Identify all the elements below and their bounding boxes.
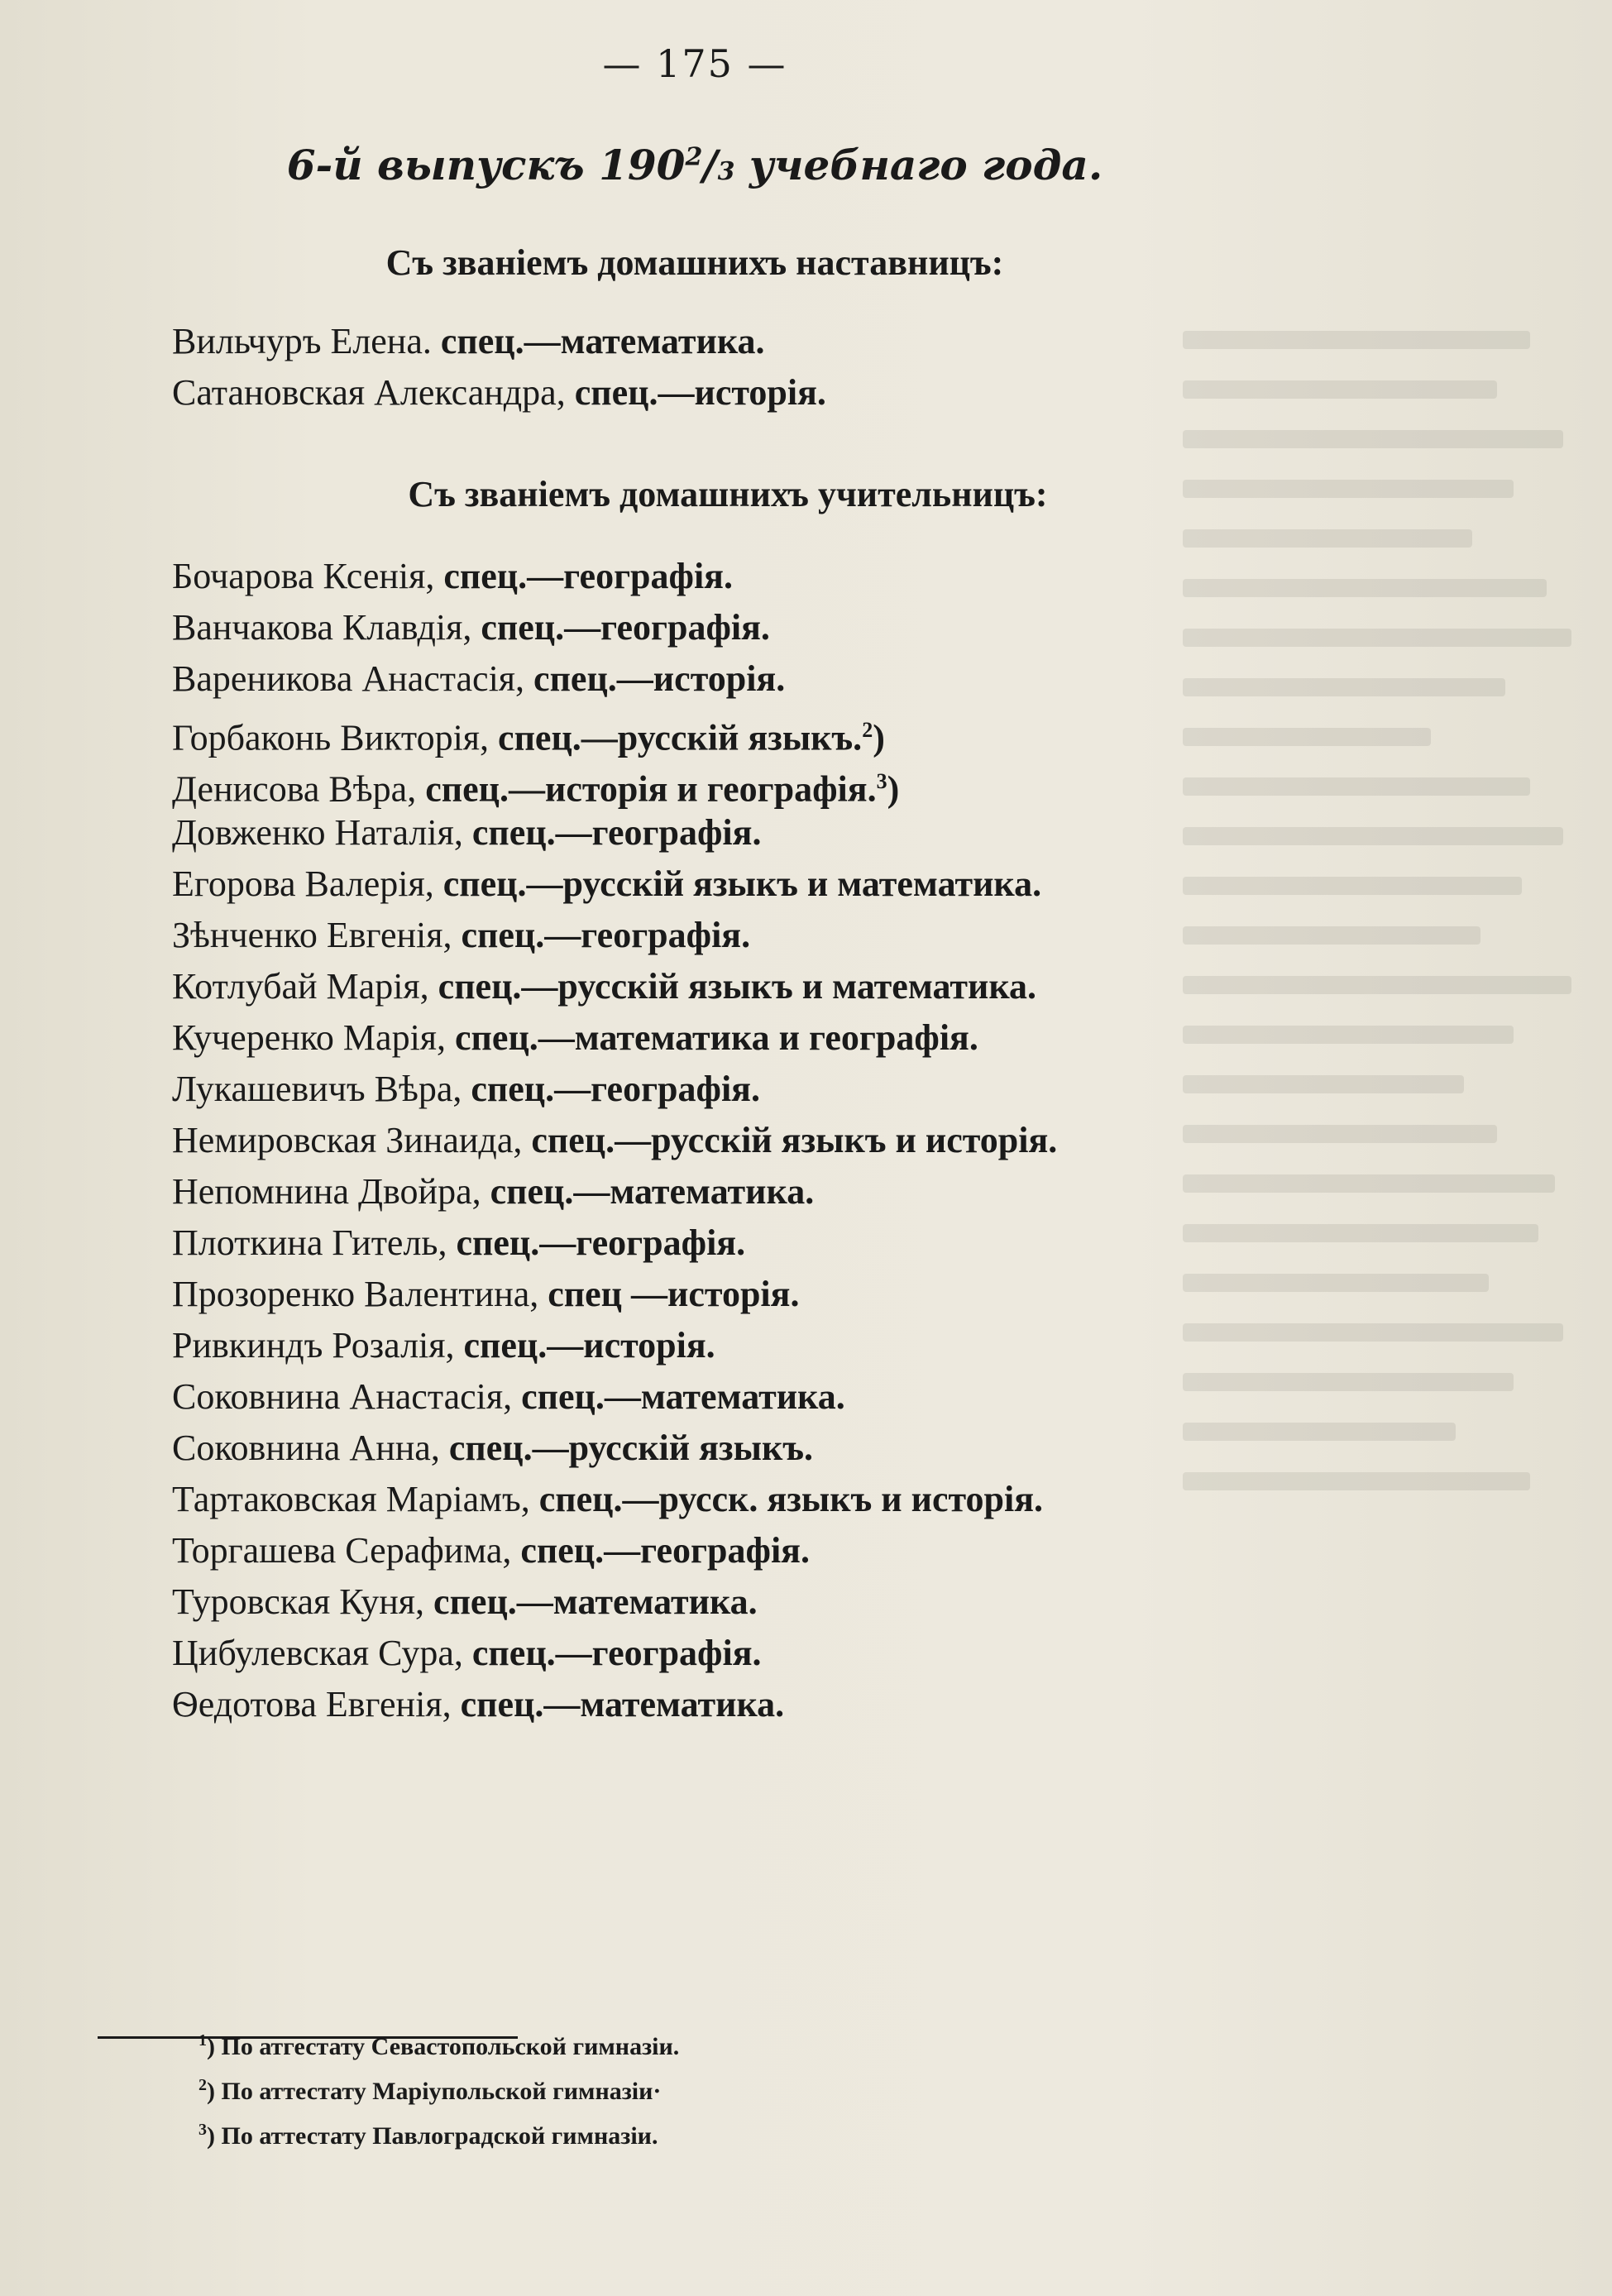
- entry-name: Торгашева Серафима,: [172, 1530, 512, 1571]
- list-item: [172, 1628, 1057, 1679]
- bleed-through-text: [1183, 314, 1612, 2051]
- entry-name: Соковнина Анна,: [172, 1428, 440, 1468]
- entry-specialty: спец.—географія.: [461, 915, 751, 955]
- entry-specialty: спец.—математика и географія.: [455, 1017, 978, 1058]
- footnote-mark-paren: ): [207, 2078, 222, 2105]
- footnotes: [199, 2018, 679, 2152]
- list-item: [172, 367, 826, 419]
- entry-specialty: спец —исторія.: [548, 1274, 800, 1314]
- entry-name: Ѳедотова Евгенія,: [172, 1684, 452, 1724]
- entry-specialty: спец.—русскій языкъ.: [448, 1428, 813, 1468]
- entry-specialty: спец.—математика.: [490, 1171, 815, 1212]
- entry-name: Тартаковская Маріамъ,: [172, 1479, 530, 1519]
- entry-name: Прозоренко Валентина,: [172, 1274, 539, 1314]
- list-item: [172, 1371, 1057, 1423]
- entry-specialty: спец.—исторія.: [574, 372, 826, 413]
- footnote-ref-paren: ): [887, 768, 900, 810]
- entry-name: Туровская Куня,: [172, 1581, 425, 1622]
- entry-specialty: спец.—географія.: [481, 607, 770, 648]
- entry-specialty: спец.—исторія и географія.: [425, 768, 877, 810]
- entry-name: Егорова Валерія,: [172, 863, 434, 904]
- list-item: [172, 961, 1057, 1012]
- entry-specialty: спец.—математика.: [433, 1581, 758, 1622]
- entry-specialty: спец.—русск. языкъ и исторія.: [538, 1479, 1044, 1519]
- entry-specialty: спец.—географія.: [471, 1069, 760, 1109]
- list-item: [172, 1576, 1057, 1628]
- footnote-ref: 3: [876, 769, 887, 793]
- entry-name: Соковнина Анастасія,: [172, 1376, 513, 1417]
- entry-specialty: спец.—русскій языкъ.: [498, 717, 863, 758]
- list-item: [172, 910, 1057, 961]
- entry-name: Денисова Вѣра,: [172, 768, 417, 810]
- entry-specialty: спец.—математика.: [440, 321, 765, 361]
- entry-name: Зѣнченко Евгенія,: [172, 915, 452, 955]
- list-item: [172, 807, 1057, 859]
- entry-name: Горбаконь Викторія,: [172, 717, 490, 758]
- entry-name: Бочарова Ксенія,: [172, 556, 435, 596]
- heading-fraction-numerator: 2: [685, 142, 703, 172]
- list-item: [172, 316, 826, 367]
- entry-specialty: спец.—географія.: [456, 1222, 746, 1263]
- entry-name: Вареникова Анастасія,: [172, 658, 525, 699]
- footnote-text: По аттестату Павлоградской гимназіи.: [221, 2122, 658, 2150]
- footnote-mark-paren: ): [207, 2122, 222, 2150]
- entry-specialty: спец.—русскій языкъ и исторія.: [531, 1120, 1058, 1160]
- footnote-ref: 2: [862, 718, 873, 742]
- heading-suffix: учебнаго года.: [734, 141, 1103, 189]
- entry-name: Котлубай Марія,: [172, 966, 429, 1007]
- entry-name: Вильчуръ Елена.: [172, 321, 432, 361]
- list-item: [172, 1525, 1057, 1576]
- entry-specialty: спец.—географія.: [471, 1633, 762, 1673]
- list-item: [172, 551, 1057, 602]
- group2-title: Съ званіемъ домашнихъ учительницъ:: [408, 474, 1048, 514]
- list-item: [172, 1320, 1057, 1371]
- list-item: [172, 1115, 1057, 1166]
- entry-specialty: спец.—русскій языкъ и математика.: [442, 863, 1042, 904]
- entry-specialty: спец.—исторія.: [463, 1325, 715, 1366]
- heading-fraction-denominator: 3: [717, 157, 735, 186]
- footnote: [199, 2107, 679, 2152]
- list-item: [172, 1064, 1057, 1115]
- section-heading: [0, 141, 1390, 189]
- footnote-text: По аттестату Маріупольской гимназіи·: [221, 2078, 662, 2105]
- entry-specialty: спец.—исторія.: [533, 658, 786, 699]
- group2-list: [172, 551, 1057, 1730]
- list-item: [172, 705, 1057, 756]
- list-item: [172, 602, 1057, 653]
- entry-specialty: спец.—математика.: [460, 1684, 785, 1724]
- group1-list: [172, 316, 826, 419]
- heading-fraction-separator: /: [702, 141, 718, 189]
- entry-name: Лукашевичъ Вѣра,: [172, 1069, 462, 1109]
- list-item: [172, 1269, 1057, 1320]
- list-item: [172, 1423, 1057, 1474]
- entry-specialty: спец.—математика.: [521, 1376, 845, 1417]
- entry-name: Плоткина Гитель,: [172, 1222, 447, 1263]
- list-item: [172, 1012, 1057, 1064]
- group1-title: Съ званіемъ домашнихъ наставницъ:: [385, 242, 1004, 283]
- list-item: [172, 756, 1057, 810]
- entry-specialty: спец.—русскій языкъ и математика.: [438, 966, 1037, 1007]
- entry-specialty: спец.—географія.: [520, 1530, 810, 1571]
- footnote: [199, 2063, 679, 2107]
- entry-name: Немировская Зинаида,: [172, 1120, 523, 1160]
- footnote-mark-paren: ): [207, 2033, 222, 2060]
- entry-name: Кучеренко Марія,: [172, 1017, 447, 1058]
- list-item: [172, 859, 1057, 910]
- footnote-text: По атгестату Севастопольской гимназіи.: [221, 2033, 680, 2060]
- footnote-mark: 3: [199, 2121, 207, 2139]
- entry-name: Цибулевская Сура,: [172, 1633, 463, 1673]
- footnote-ref-paren: ): [873, 717, 885, 758]
- footnote-mark: 1: [199, 2031, 207, 2050]
- list-item: [172, 1166, 1057, 1217]
- entry-specialty: спец.—географія.: [443, 556, 733, 596]
- entry-name: Ванчакова Клавдія,: [172, 607, 472, 648]
- list-item: [172, 653, 1057, 705]
- entry-name: Сатановская Александра,: [172, 372, 566, 413]
- entry-name: Ривкиндъ Розалія,: [172, 1325, 455, 1366]
- list-item: [172, 1217, 1057, 1269]
- heading-prefix: 6-й выпускъ 190: [286, 141, 686, 189]
- footnote-mark: 2: [199, 2076, 207, 2094]
- list-item: [172, 1679, 1057, 1730]
- entry-specialty: спец.—географія.: [471, 812, 762, 853]
- entry-name: Довженко Наталія,: [172, 812, 463, 853]
- list-item: [172, 1474, 1057, 1525]
- page-number: — 175 —: [602, 41, 787, 86]
- entry-name: Непомнина Двойра,: [172, 1171, 481, 1212]
- footnote: [199, 2018, 679, 2063]
